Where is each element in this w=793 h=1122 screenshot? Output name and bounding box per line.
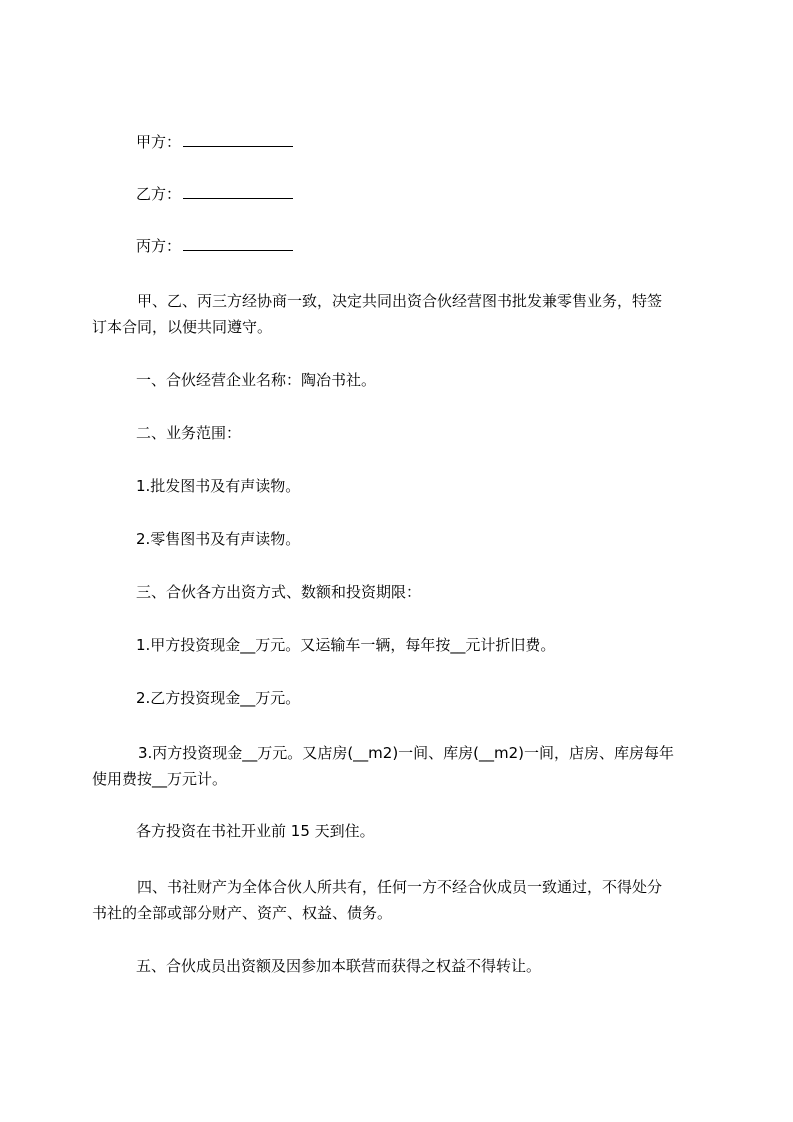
clause-1: 一、合伙经营企业名称：陶冶书社。 (136, 371, 377, 389)
clause-2-item-1: 1.批发图书及有声读物。 (136, 477, 301, 495)
clause-4-line-1: 四、书社财产为全体合伙人所共有，任何一方不经合伙成员一致通过，不得处分 (137, 878, 663, 896)
intro-line-1: 甲、乙、丙三方经协商一致，决定共同出资合伙经营图书批发兼零售业务，特签 (137, 292, 663, 310)
party-c-label: 丙方： (136, 237, 182, 255)
party-b-blank (183, 182, 293, 199)
party-c-line (136, 233, 293, 259)
clause-2-item-2: 2.零售图书及有声读物。 (136, 530, 301, 548)
party-b-line (136, 181, 293, 207)
clause-3-item-3-line-2: 使用费按__万元计。 (92, 770, 228, 788)
intro-paragraph (92, 288, 662, 340)
intro-line-2: 订本合同，以便共同遵守。 (92, 318, 273, 336)
clause-4 (92, 874, 662, 926)
clause-5: 五、合伙成员出资额及因参加本联营而获得之权益不得转让。 (136, 957, 542, 975)
clause-2-title: 二、业务范围： (136, 424, 242, 442)
clause-3-item-2: 2.乙方投资现金__万元。 (136, 689, 301, 707)
party-c-blank (183, 234, 293, 251)
party-a-label: 甲方： (136, 133, 182, 151)
party-a-blank (183, 130, 293, 147)
clause-3-title: 三、合伙各方出资方式、数额和投资期限： (136, 583, 422, 601)
party-a-line (136, 129, 293, 155)
clause-3-item-3-line-1: 3.丙方投资现金__万元。又店房(__m2)一间、库房(__m2)一间，店房、库房每年 (138, 744, 675, 762)
clause-3-item-1: 1.甲方投资现金__万元。又运输车一辆，每年按__元计折旧费。 (136, 636, 556, 654)
clause-4-line-2: 书社的全部或部分财产、资产、权益、债务。 (92, 904, 393, 922)
party-b-label: 乙方： (136, 185, 182, 203)
clause-3-deadline: 各方投资在书社开业前 15 天到住。 (136, 822, 375, 840)
clause-3-item-3 (92, 740, 674, 792)
